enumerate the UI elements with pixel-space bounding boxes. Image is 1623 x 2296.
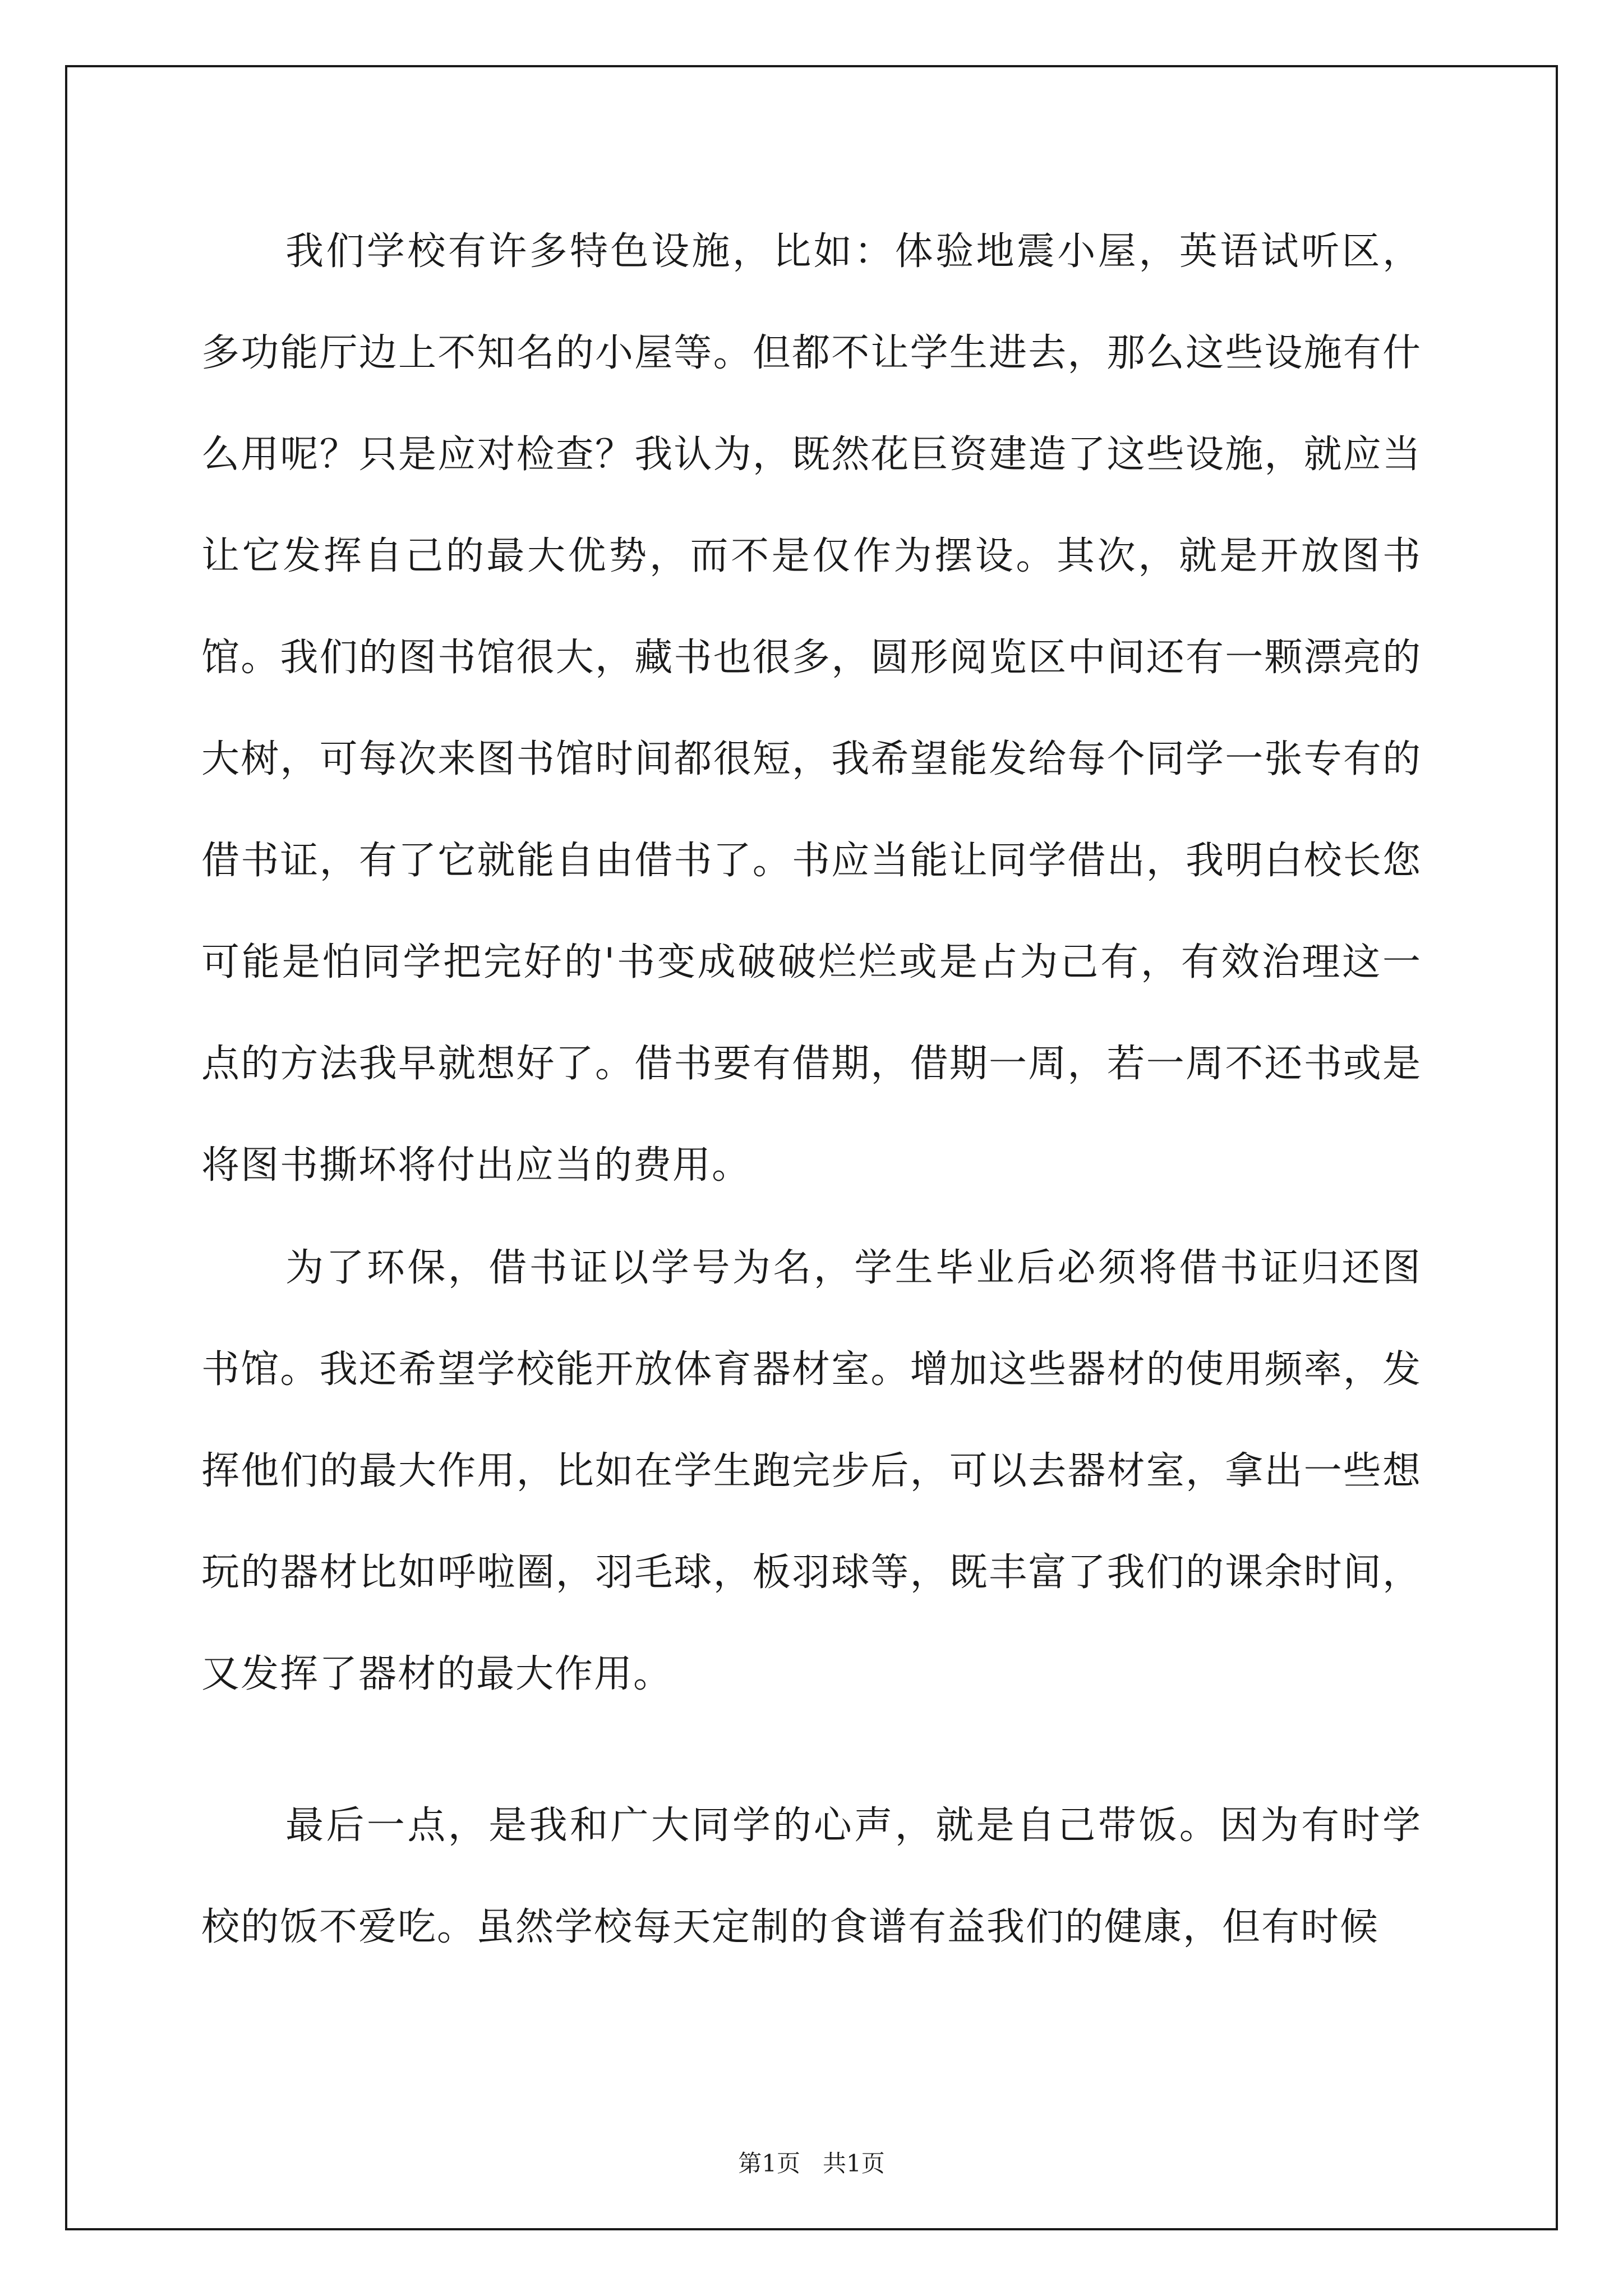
paragraph-3: 最后一点，是我和广大同学的心声，就是自己带饭。因为有时学校的饭不爱吃。虽然学校每天定制的食谱有益我们的健康，但有时候 bbox=[201, 1803, 1422, 1949]
page-footer bbox=[0, 2145, 1623, 2179]
paragraph-1: 我们学校有许多特色设施，比如：体验地震小屋，英语试听区，多功能厅边上不知名的小屋等。但都不让学生进去，那么这些设施有什么用呢？只是应对检查？我认为，既然花巨资建造了这些设施，就应当让它发挥自己的最大优势，而不是仅作为摆设。其次，就是开放图书馆。我们的图书馆很大，藏书也很多，圆形阅览区中间还有一颗漂亮的大树，可每次来图书馆时间都很短，我希望能发给每个同学一张专有的借书证，有了它就能自由借书了。书应当能让同学借出，我明白校长您可能是怕同学把完好的'书变成破破烂烂或是占为己有，有效治理这一点的方法我早就想好了。借书要有借期，借期一周，若一周不还书或是将图书撕坏将付出应当的费用。 bbox=[201, 229, 1422, 1188]
paragraph-2: 为了环保，借书证以学号为名，学生毕业后必须将借书证归还图书馆。我还希望学校能开放体育器材室。增加这些器材的使用频率，发挥他们的最大作用，比如在学生跑完步后，可以去器材室，拿出一些想玩的器材比如呼啦圈，羽毛球，板羽球等，既丰富了我们的课余时间，又发挥了器材的最大作用。 bbox=[201, 1246, 1422, 1696]
page-total: 共1页 bbox=[823, 2150, 885, 2177]
page-number: 第1页 bbox=[738, 2150, 800, 2177]
